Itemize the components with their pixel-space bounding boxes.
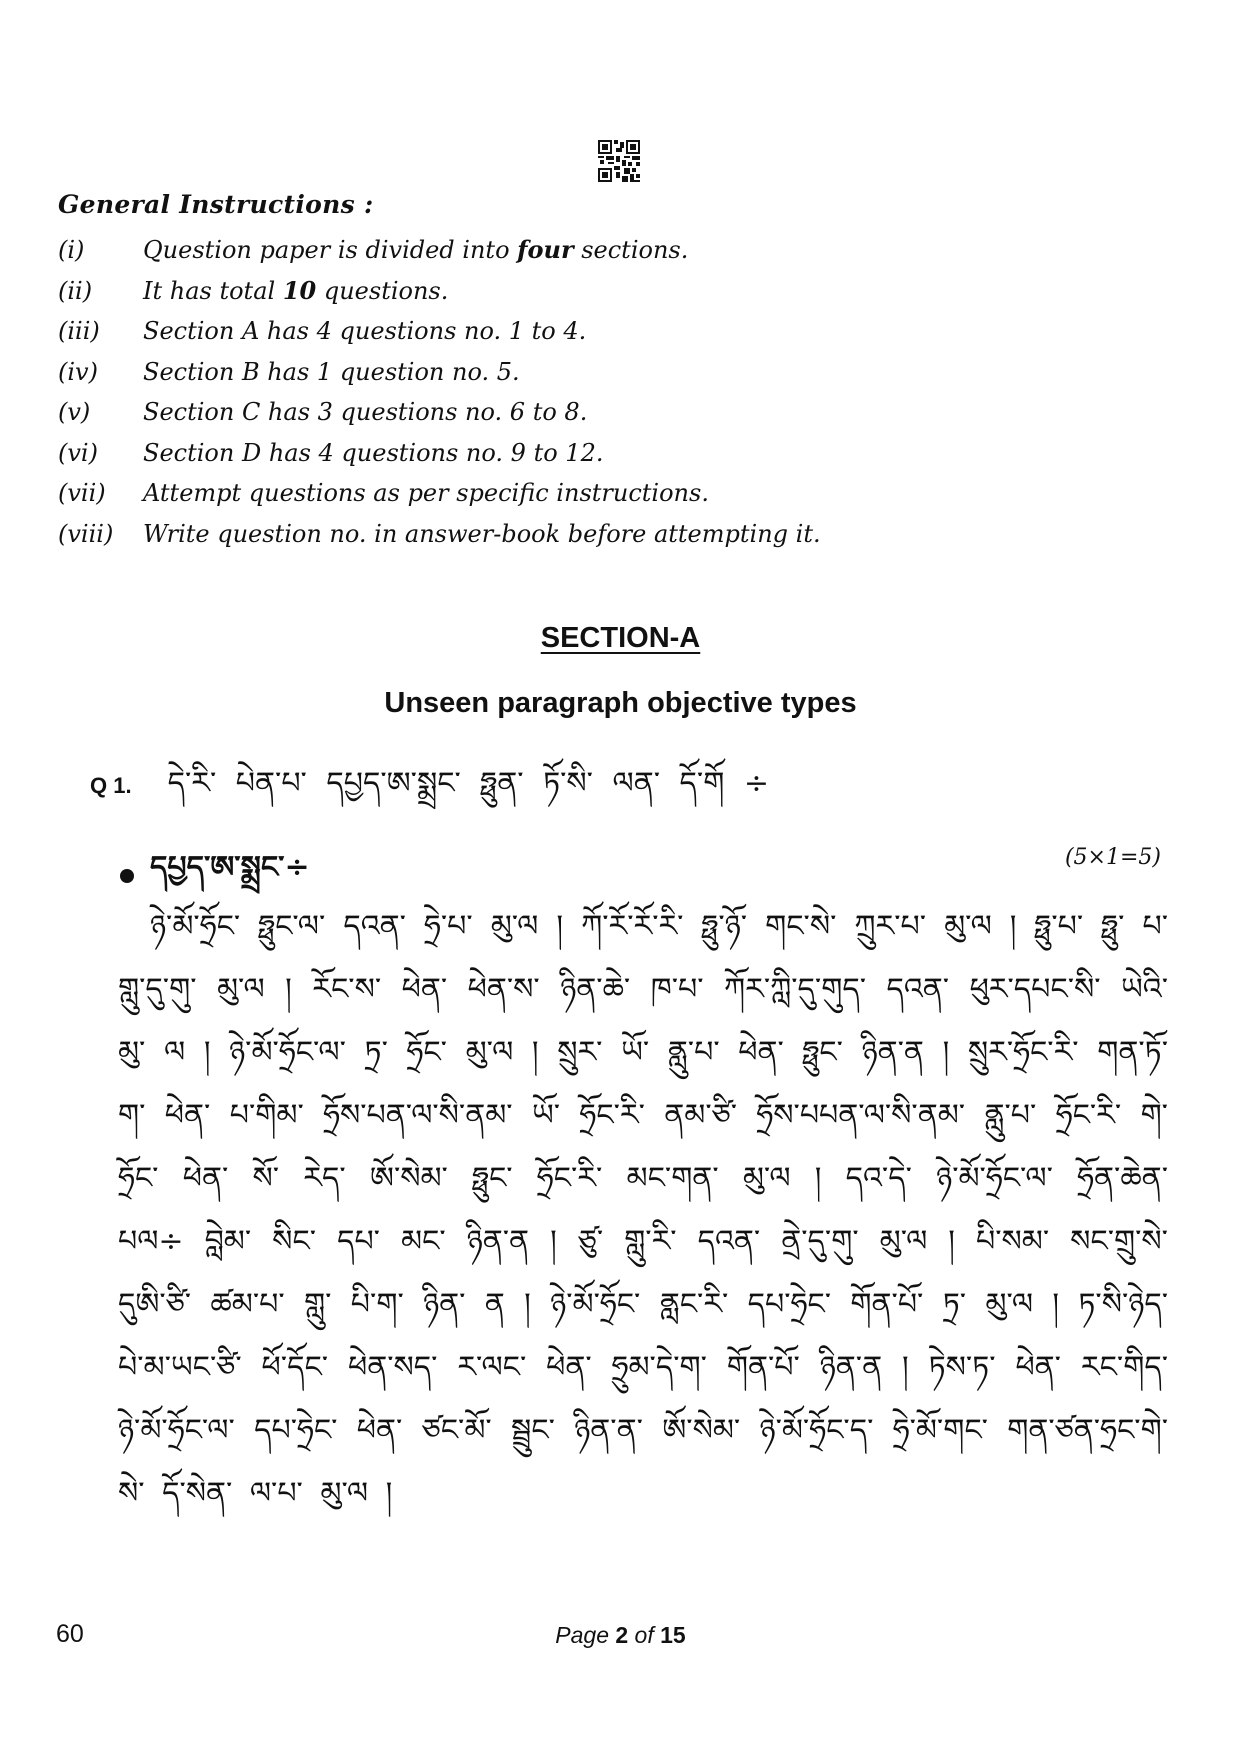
instruction-number: (viii) (58, 519, 114, 548)
instruction-item (58, 433, 821, 474)
instruction-item (58, 352, 821, 393)
instruction-text: Section C has 3 questions no. 6 to 8. (143, 398, 588, 426)
instruction-number: (v) (58, 398, 91, 426)
instruction-number: (vi) (58, 438, 98, 467)
general-instructions-list (58, 230, 821, 554)
instruction-item (58, 473, 821, 514)
paper-code: 60 (56, 1620, 84, 1648)
page-indicator: Page 2 of 15 (555, 1622, 686, 1648)
instruction-text: Write question no. in answer-book before attempting it. (143, 519, 821, 548)
instruction-item (58, 392, 821, 433)
section-subtitle: Unseen paragraph objective types (384, 687, 857, 719)
instruction-text: Section A has 4 questions no. 1 to 4. (143, 317, 587, 345)
instruction-text: Question paper is divided into four sections. (143, 235, 689, 264)
marks-allocation: (5×1=5) (1064, 845, 1161, 870)
question-text: དེ་རི་ པེན་པ་ དཔྱད་ཨ་སྨྲང་ ཧྥུན་ ཏོ་སི་ ལན་ དོ་གོ ÷ (167, 766, 769, 801)
general-instructions-title: General Instructions : (58, 190, 374, 219)
section-title: SECTION-A (540, 622, 701, 654)
instruction-number: (ii) (58, 276, 93, 305)
question-row (90, 750, 769, 834)
qr-code-icon (598, 140, 640, 182)
instruction-item (58, 271, 821, 312)
instruction-text: Attempt questions as per specific instructions. (143, 479, 709, 507)
instruction-number: (i) (58, 236, 85, 264)
instruction-number: (vii) (58, 479, 106, 507)
unseen-passage: ཉེ་མོ་ཧྲོང་ ཧྥུང་ལ་ དའན་ ཧྲེ་པ་ མུ་ལ ། ཀོ་རོ་རོ་རི་ ཧྥུ་ཉོ་ གང་སེ་ ཀྲུར་པ་ མུ་ལ ། ཧྥུ་པ་ ཧྥུ་ པ་ གླུ་དུ་གུ་ མུ་ལ ། རོང་ས་ ཕེན་ ཕེན་ས་ ཉིན་ཆེ་ ཁ་པ་ ཀོར་ཀླི་དུ་གུད་ དའན་ ཕུར་དཔང་སི་ ཡེའི་ མུ་ ལ ། ཉེ་མོ་ཧྲོང་ལ་ ཏྲ་ ཧྲོང་ མུ་ལ ། སྲུར་ ཡོ་ ནླུ་པ་ ཕེན་ ཧྥུང་ ཉིན་ན ། སྲུར་ཧྲོང་རི་ གན་ཏོ་ག་ ཕེན་ པ་གིམ་ ཧྲོས་པན་ལ་སི་ནམ་ ཡོ་ ཧྲོང་རི་ ནམ་ཙི་ ཧྲོས་པཔན་ལ་སི་ནམ་ ནླུ་པ་ ཧྲོང་རི་ གེ་ཧྲོང་ ཕེན་ སོ་ རེད་ ཨོ་སེམ་ ཧྥུང་ ཧྲོང་རི་ མང་གན་ མུ་ལ ། དའ་དེ་ ཉེ་མོ་ཧྲོང་ལ་ ཧྲོན་ཆེན་ པལ÷ བླེམ་ སིང་ དཔ་ མང་ ཉིན་ན ། ཙུ་ གླུ་རི་ དའན་ ནྲེ་དུ་གུ་ མུ་ལ ། པི་སམ་ སང་གྲུ་སེ་ དུཨི་ཙི་ ཚམ་པ་ གླུ་ པི་ག་ ཉིན་ ན ། ཉེ་མོ་ཧྲོང་ ནླང་རི་ དཔ་ཧྲེང་ གོན་པོ་ ཏྲ་ མུ་ལ ། ཏ་སི་ཉེད་ པེ་མ་ཡང་ཙི་ ཕོ་དོང་ ཕེན་སད་ ར་ལང་ ཕེན་ ཧྲུམ་དེ་ག་ གོན་པོ་ ཉིན་ན ། ཏེས་ཏ་ ཕེན་ རང་གིད་ ཉེ་མོ་ཧྲོང་ལ་ དཔ་ཧྲེང་ ཕེན་ ཙང་མོ་ སྦྲུང་ ཉིན་ན་ ཨོ་སེམ་ ཉེ་མོ་ཧྲོང་ད་ ཧྲེ་མོ་གང་ གན་ཙན་ཧྲང་གེ་སེ་ དོ་སེན་ ལ་པ་ མུ་ལ ། (118, 909, 1168, 1511)
bullet-icon (120, 869, 134, 883)
passage-heading-text: དཔྱད་ཨ་སྨྲང་÷ (150, 850, 310, 885)
instruction-text: Section B has 1 question no. 5. (143, 357, 520, 386)
instruction-number: (iii) (58, 317, 100, 345)
instruction-number: (iv) (58, 357, 98, 386)
instruction-item (58, 514, 821, 555)
instruction-item (58, 311, 821, 352)
instruction-text: Section D has 4 questions no. 9 to 12. (143, 438, 604, 467)
instruction-text: It has total 10 questions. (143, 275, 449, 305)
instruction-item (58, 230, 821, 271)
question-number: Q 1. (90, 773, 132, 798)
